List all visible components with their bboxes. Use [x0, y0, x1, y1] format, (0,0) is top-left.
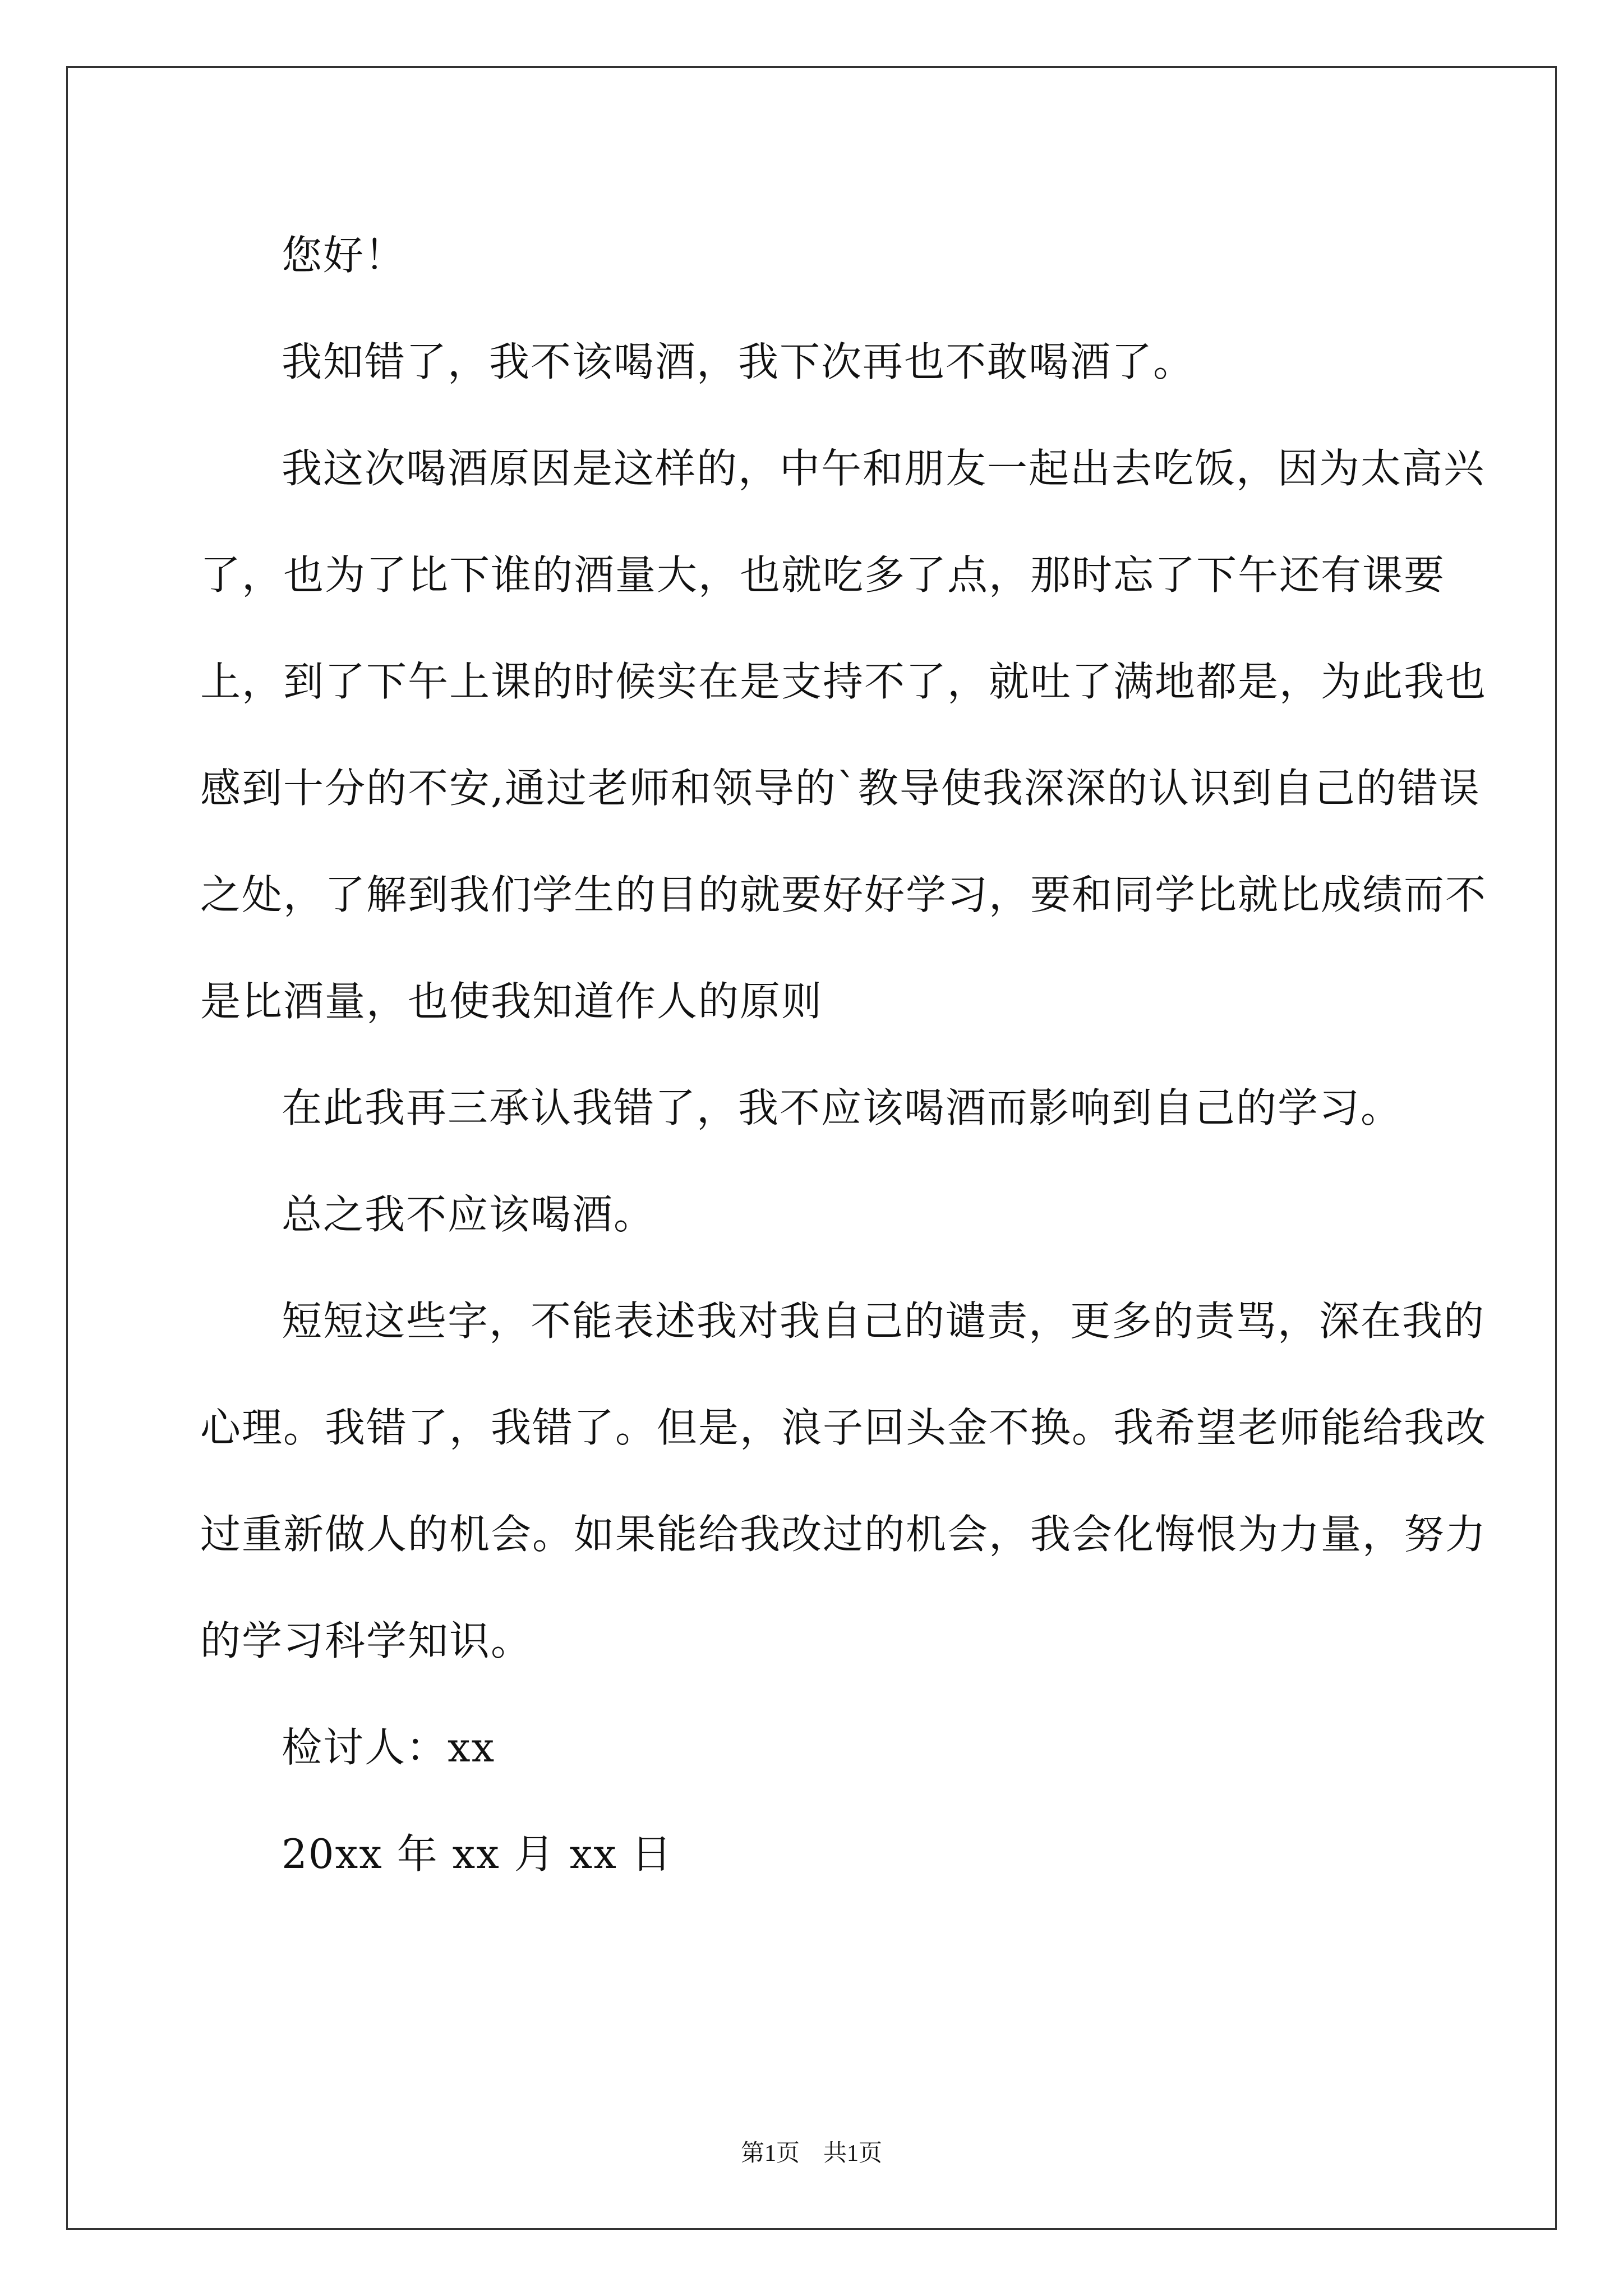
page-indicator: 第1页 共1页: [740, 2141, 882, 2166]
letter-body: [200, 202, 1496, 1907]
signer: 检讨人：xx: [282, 1724, 496, 1771]
paragraph-2: 我这次喝酒原因是这样的，中午和朋友一起出去吃饭，因为太高兴了，也为了比下谁的酒量大，也就吃多了点，那时忘了下午还有课要上，到了下午上课的时候实在是支持不了，就吐了满地都是，为此我也感到十分的不安,通过老师和领导的`教导使我深深的认识到自己的错误之处，了解到我们学生的目的就要好好学习，要和同学比就比成绩而不是比酒量，也使我知道作人的原则: [200, 445, 1487, 1025]
paragraph-5: 短短这些字，不能表述我对我自己的谴责，更多的责骂，深在我的心理。我错了，我错了。但是，浪子回头金不换。我希望老师能给我改过重新做人的机会。如果能给我改过的机会，我会化悔恨为力量，努力的学习科学知识。: [200, 1297, 1487, 1664]
paragraph-1: 我知错了，我不该喝酒，我下次再也不敢喝酒了。: [282, 338, 1195, 385]
paragraph-3: 在此我再三承认我错了，我不应该喝酒而影响到自己的学习。: [282, 1084, 1403, 1131]
paragraph-4: 总之我不应该喝酒。: [282, 1191, 656, 1238]
date: 20xx 年 xx 月 xx 日: [282, 1830, 673, 1878]
greeting: 您好！: [282, 232, 407, 279]
